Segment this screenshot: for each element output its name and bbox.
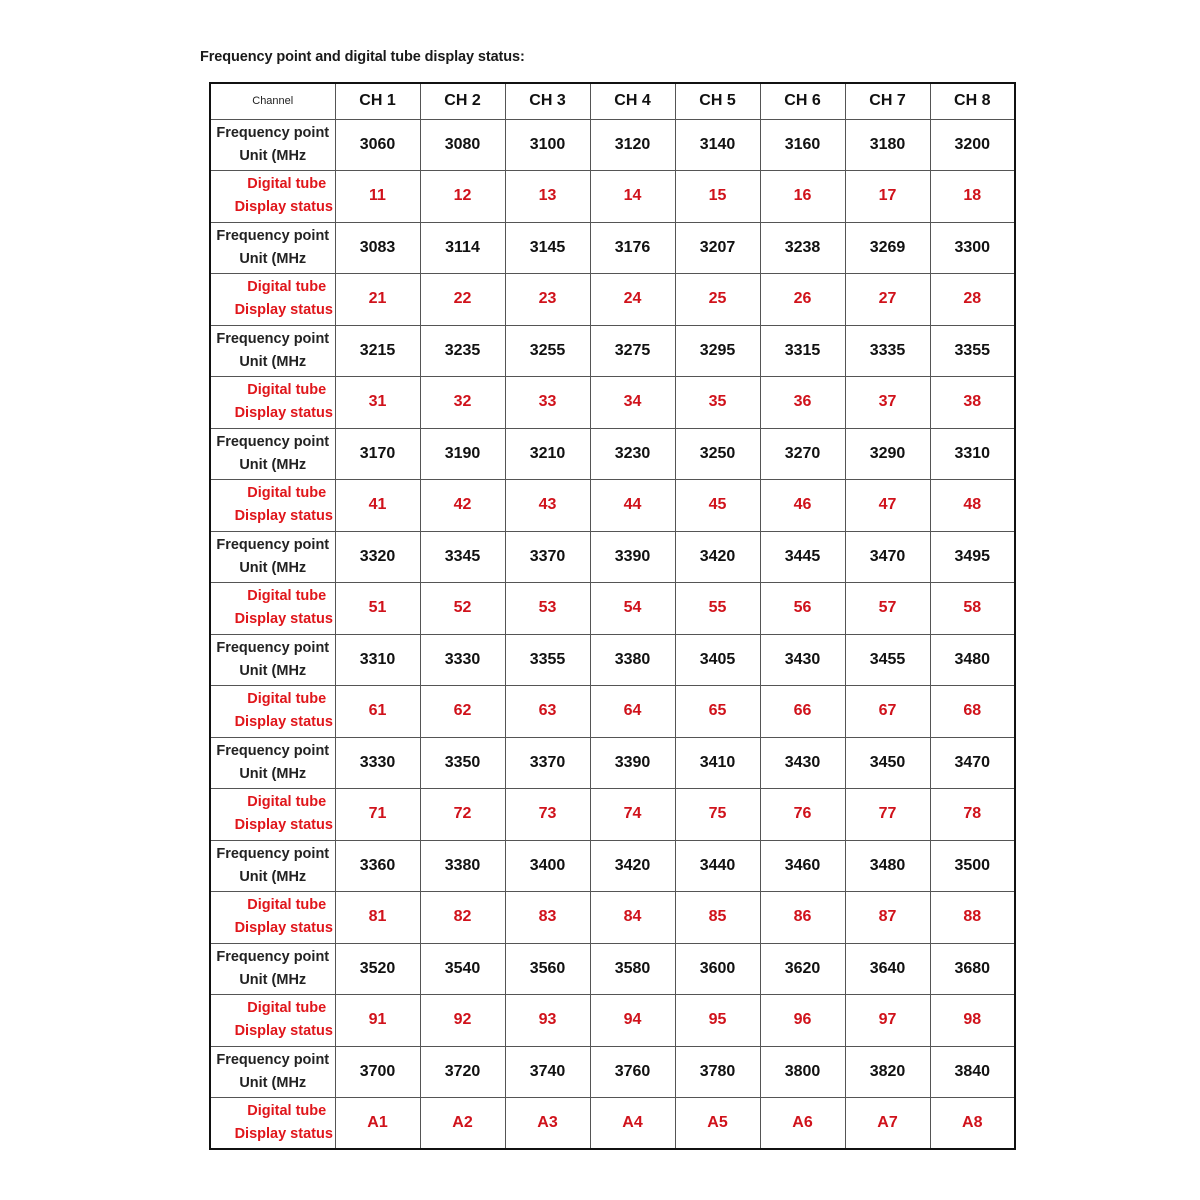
- display-status-label: [210, 376, 335, 428]
- display-status-label-line1: Digital tube: [247, 485, 327, 501]
- display-status-label-line1: Digital tube: [247, 691, 327, 707]
- frequency-cell: 3275: [590, 325, 675, 376]
- header-row: [210, 83, 1015, 119]
- display-status-cell: 82: [420, 891, 505, 943]
- frequency-label-line2: Unit (MHz: [239, 250, 307, 267]
- frequency-label-line2: Unit (MHz: [239, 147, 307, 164]
- display-status-cell: 37: [845, 376, 930, 428]
- frequency-label-line2: Unit (MHz: [239, 765, 307, 782]
- frequency-cell: 3480: [845, 840, 930, 891]
- frequency-cell: 3235: [420, 325, 505, 376]
- frequency-cell: 3060: [335, 119, 420, 170]
- display-status-cell: A3: [505, 1097, 590, 1149]
- frequency-cell: 3480: [930, 634, 1015, 685]
- display-status-cell: 85: [675, 891, 760, 943]
- frequency-cell: 3320: [335, 531, 420, 582]
- frequency-cell: 3315: [760, 325, 845, 376]
- display-status-label-line2: Display status: [234, 714, 333, 730]
- display-status-cell: 88: [930, 891, 1015, 943]
- channel-header-cell: CH 7: [845, 83, 930, 119]
- display-status-label-line2: Display status: [234, 817, 333, 833]
- frequency-cell: 3620: [760, 943, 845, 994]
- display-status-cell: A4: [590, 1097, 675, 1149]
- display-status-cell: 92: [420, 994, 505, 1046]
- display-status-label-line2: Display status: [234, 920, 333, 936]
- frequency-cell: 3238: [760, 222, 845, 273]
- display-status-row: [210, 582, 1015, 634]
- display-status-label-line1: Digital tube: [247, 382, 327, 398]
- display-status-cell: 12: [420, 170, 505, 222]
- display-status-cell: 45: [675, 479, 760, 531]
- table-body: [210, 119, 1015, 1149]
- display-status-label: [210, 170, 335, 222]
- frequency-cell: 3800: [760, 1046, 845, 1097]
- display-status-cell: 71: [335, 788, 420, 840]
- frequency-cell: 3840: [930, 1046, 1015, 1097]
- display-status-label-line1: Digital tube: [247, 279, 327, 295]
- frequency-cell: 3269: [845, 222, 930, 273]
- frequency-cell: 3295: [675, 325, 760, 376]
- frequency-label-line1: Frequency point: [216, 639, 330, 656]
- display-status-cell: 57: [845, 582, 930, 634]
- frequency-label-line1: Frequency point: [216, 124, 330, 141]
- display-status-cell: 22: [420, 273, 505, 325]
- display-status-cell: 16: [760, 170, 845, 222]
- display-status-label-line2: Display status: [234, 199, 333, 215]
- frequency-label-line1: Frequency point: [216, 536, 330, 553]
- frequency-cell: 3520: [335, 943, 420, 994]
- display-status-cell: 36: [760, 376, 845, 428]
- frequency-cell: 3215: [335, 325, 420, 376]
- frequency-cell: 3255: [505, 325, 590, 376]
- frequency-label-line1: Frequency point: [216, 1051, 330, 1068]
- frequency-cell: 3270: [760, 428, 845, 479]
- display-status-cell: 52: [420, 582, 505, 634]
- display-status-cell: 21: [335, 273, 420, 325]
- display-status-cell: 47: [845, 479, 930, 531]
- display-status-cell: 78: [930, 788, 1015, 840]
- frequency-label-line2: Unit (MHz: [239, 971, 307, 988]
- display-status-label-line2: Display status: [234, 1125, 333, 1142]
- frequency-cell: 3600: [675, 943, 760, 994]
- display-status-cell: A8: [930, 1097, 1015, 1149]
- frequency-cell: 3210: [505, 428, 590, 479]
- display-status-cell: 72: [420, 788, 505, 840]
- frequency-cell: 3580: [590, 943, 675, 994]
- frequency-cell: 3560: [505, 943, 590, 994]
- frequency-row: [210, 634, 1015, 685]
- display-status-cell: 46: [760, 479, 845, 531]
- frequency-cell: 3310: [930, 428, 1015, 479]
- display-status-cell: 23: [505, 273, 590, 325]
- display-status-cell: 83: [505, 891, 590, 943]
- frequency-cell: 3176: [590, 222, 675, 273]
- display-status-cell: 95: [675, 994, 760, 1046]
- frequency-cell: 3350: [420, 737, 505, 788]
- frequency-cell: 3380: [590, 634, 675, 685]
- display-status-cell: 81: [335, 891, 420, 943]
- display-status-cell: 73: [505, 788, 590, 840]
- frequency-cell: 3640: [845, 943, 930, 994]
- display-status-cell: 34: [590, 376, 675, 428]
- display-status-cell: 86: [760, 891, 845, 943]
- frequency-label: [210, 428, 335, 479]
- display-status-cell: 15: [675, 170, 760, 222]
- frequency-label: [210, 1046, 335, 1097]
- frequency-row: [210, 943, 1015, 994]
- frequency-cell: 3495: [930, 531, 1015, 582]
- frequency-row: [210, 840, 1015, 891]
- display-status-cell: 38: [930, 376, 1015, 428]
- frequency-cell: 3410: [675, 737, 760, 788]
- frequency-label-line1: Frequency point: [216, 742, 330, 759]
- display-status-cell: 94: [590, 994, 675, 1046]
- display-status-row: [210, 994, 1015, 1046]
- frequency-cell: 3430: [760, 737, 845, 788]
- display-status-cell: 77: [845, 788, 930, 840]
- frequency-cell: 3370: [505, 531, 590, 582]
- frequency-cell: 3330: [420, 634, 505, 685]
- display-status-row: [210, 170, 1015, 222]
- page-title: Frequency point and digital tube display status:: [200, 49, 525, 65]
- display-status-label-line1: Digital tube: [247, 588, 327, 604]
- frequency-cell: 3355: [930, 325, 1015, 376]
- display-status-cell: 68: [930, 685, 1015, 737]
- display-status-row: [210, 273, 1015, 325]
- display-status-cell: 87: [845, 891, 930, 943]
- display-status-label-line2: Display status: [234, 611, 333, 627]
- display-status-cell: 53: [505, 582, 590, 634]
- frequency-row: [210, 222, 1015, 273]
- frequency-cell: 3180: [845, 119, 930, 170]
- frequency-label-line1: Frequency point: [216, 433, 330, 450]
- frequency-label-line1: Frequency point: [216, 948, 330, 965]
- frequency-label-line2: Unit (MHz: [239, 353, 307, 370]
- display-status-label-line1: Digital tube: [247, 1000, 327, 1016]
- display-status-cell: 62: [420, 685, 505, 737]
- frequency-label: [210, 840, 335, 891]
- display-status-cell: 27: [845, 273, 930, 325]
- display-status-label: [210, 788, 335, 840]
- channel-header-cell: CH 5: [675, 83, 760, 119]
- display-status-cell: 42: [420, 479, 505, 531]
- display-status-cell: 96: [760, 994, 845, 1046]
- frequency-cell: 3680: [930, 943, 1015, 994]
- display-status-cell: 11: [335, 170, 420, 222]
- frequency-cell: 3455: [845, 634, 930, 685]
- display-status-cell: 93: [505, 994, 590, 1046]
- frequency-cell: 3450: [845, 737, 930, 788]
- frequency-row: [210, 1046, 1015, 1097]
- display-status-cell: 24: [590, 273, 675, 325]
- frequency-cell: 3430: [760, 634, 845, 685]
- frequency-cell: 3160: [760, 119, 845, 170]
- channel-header-cell: CH 3: [505, 83, 590, 119]
- channel-header-cell: CH 4: [590, 83, 675, 119]
- frequency-cell: 3720: [420, 1046, 505, 1097]
- display-status-cell: 98: [930, 994, 1015, 1046]
- display-status-label-line2: Display status: [234, 405, 333, 421]
- display-status-cell: 33: [505, 376, 590, 428]
- frequency-cell: 3360: [335, 840, 420, 891]
- frequency-cell: 3250: [675, 428, 760, 479]
- display-status-label: [210, 891, 335, 943]
- display-status-cell: 97: [845, 994, 930, 1046]
- display-status-cell: A6: [760, 1097, 845, 1149]
- frequency-cell: 3780: [675, 1046, 760, 1097]
- frequency-cell: 3335: [845, 325, 930, 376]
- display-status-label: [210, 479, 335, 531]
- display-status-label-line1: Digital tube: [247, 897, 327, 913]
- display-status-cell: 31: [335, 376, 420, 428]
- display-status-cell: 76: [760, 788, 845, 840]
- display-status-cell: 26: [760, 273, 845, 325]
- frequency-cell: 3083: [335, 222, 420, 273]
- display-status-cell: 63: [505, 685, 590, 737]
- frequency-cell: 3145: [505, 222, 590, 273]
- frequency-cell: 3290: [845, 428, 930, 479]
- display-status-label: [210, 685, 335, 737]
- frequency-label: [210, 119, 335, 170]
- frequency-cell: 3355: [505, 634, 590, 685]
- display-status-cell: 56: [760, 582, 845, 634]
- frequency-cell: 3345: [420, 531, 505, 582]
- frequency-cell: 3300: [930, 222, 1015, 273]
- channel-header: Channel: [210, 83, 335, 119]
- frequency-cell: 3100: [505, 119, 590, 170]
- frequency-row: [210, 737, 1015, 788]
- frequency-cell: 3500: [930, 840, 1015, 891]
- display-status-cell: 65: [675, 685, 760, 737]
- display-status-cell: 61: [335, 685, 420, 737]
- display-status-cell: A5: [675, 1097, 760, 1149]
- display-status-cell: 51: [335, 582, 420, 634]
- frequency-cell: 3740: [505, 1046, 590, 1097]
- frequency-cell: 3405: [675, 634, 760, 685]
- display-status-cell: 32: [420, 376, 505, 428]
- frequency-label-line1: Frequency point: [216, 845, 330, 862]
- frequency-row: [210, 428, 1015, 479]
- display-status-cell: 54: [590, 582, 675, 634]
- display-status-cell: 75: [675, 788, 760, 840]
- display-status-label-line2: Display status: [234, 508, 333, 524]
- frequency-label-line1: Frequency point: [216, 330, 330, 347]
- display-status-row: [210, 1097, 1015, 1149]
- display-status-row: [210, 479, 1015, 531]
- display-status-cell: 14: [590, 170, 675, 222]
- frequency-cell: 3207: [675, 222, 760, 273]
- display-status-cell: A7: [845, 1097, 930, 1149]
- frequency-cell: 3470: [845, 531, 930, 582]
- frequency-label: [210, 325, 335, 376]
- display-status-label: [210, 1097, 335, 1149]
- frequency-cell: 3120: [590, 119, 675, 170]
- frequency-cell: 3700: [335, 1046, 420, 1097]
- display-status-row: [210, 788, 1015, 840]
- frequency-cell: 3820: [845, 1046, 930, 1097]
- frequency-cell: 3200: [930, 119, 1015, 170]
- frequency-cell: 3390: [590, 531, 675, 582]
- frequency-label: [210, 943, 335, 994]
- frequency-label-line2: Unit (MHz: [239, 662, 307, 679]
- display-status-label: [210, 273, 335, 325]
- display-status-row: [210, 376, 1015, 428]
- frequency-row: [210, 119, 1015, 170]
- display-status-cell: A2: [420, 1097, 505, 1149]
- display-status-cell: 43: [505, 479, 590, 531]
- frequency-cell: 3420: [590, 840, 675, 891]
- frequency-cell: 3114: [420, 222, 505, 273]
- display-status-cell: 91: [335, 994, 420, 1046]
- display-status-cell: A1: [335, 1097, 420, 1149]
- display-status-cell: 64: [590, 685, 675, 737]
- display-status-row: [210, 891, 1015, 943]
- display-status-cell: 66: [760, 685, 845, 737]
- channel-header-cell: CH 1: [335, 83, 420, 119]
- frequency-table: [209, 82, 1016, 1150]
- frequency-cell: 3390: [590, 737, 675, 788]
- frequency-label: [210, 531, 335, 582]
- frequency-cell: 3440: [675, 840, 760, 891]
- frequency-label-line2: Unit (MHz: [239, 1074, 307, 1091]
- frequency-cell: 3380: [420, 840, 505, 891]
- display-status-cell: 41: [335, 479, 420, 531]
- display-status-cell: 13: [505, 170, 590, 222]
- display-status-label: [210, 994, 335, 1046]
- display-status-row: [210, 685, 1015, 737]
- display-status-cell: 25: [675, 273, 760, 325]
- channel-header-cell: CH 8: [930, 83, 1015, 119]
- display-status-cell: 18: [930, 170, 1015, 222]
- display-status-cell: 35: [675, 376, 760, 428]
- display-status-label: [210, 582, 335, 634]
- channel-header-cell: CH 2: [420, 83, 505, 119]
- display-status-cell: 48: [930, 479, 1015, 531]
- frequency-cell: 3310: [335, 634, 420, 685]
- display-status-label-line2: Display status: [234, 1023, 333, 1039]
- display-status-cell: 55: [675, 582, 760, 634]
- display-status-cell: 58: [930, 582, 1015, 634]
- display-status-cell: 28: [930, 273, 1015, 325]
- display-status-cell: 44: [590, 479, 675, 531]
- frequency-label-line2: Unit (MHz: [239, 456, 307, 473]
- display-status-cell: 67: [845, 685, 930, 737]
- frequency-cell: 3080: [420, 119, 505, 170]
- frequency-row: [210, 325, 1015, 376]
- display-status-label-line2: Display status: [234, 302, 333, 318]
- display-status-label-line1: Digital tube: [247, 176, 327, 192]
- frequency-row: [210, 531, 1015, 582]
- frequency-cell: 3470: [930, 737, 1015, 788]
- frequency-cell: 3170: [335, 428, 420, 479]
- frequency-cell: 3445: [760, 531, 845, 582]
- display-status-label-line1: Digital tube: [247, 1102, 327, 1119]
- display-status-cell: 74: [590, 788, 675, 840]
- display-status-cell: 17: [845, 170, 930, 222]
- frequency-cell: 3190: [420, 428, 505, 479]
- frequency-label-line2: Unit (MHz: [239, 559, 307, 576]
- display-status-cell: 84: [590, 891, 675, 943]
- frequency-cell: 3420: [675, 531, 760, 582]
- frequency-cell: 3370: [505, 737, 590, 788]
- frequency-label-line2: Unit (MHz: [239, 868, 307, 885]
- frequency-label: [210, 634, 335, 685]
- frequency-cell: 3230: [590, 428, 675, 479]
- display-status-label-line1: Digital tube: [247, 794, 327, 810]
- frequency-cell: 3330: [335, 737, 420, 788]
- frequency-cell: 3540: [420, 943, 505, 994]
- frequency-cell: 3760: [590, 1046, 675, 1097]
- frequency-cell: 3140: [675, 119, 760, 170]
- frequency-label: [210, 222, 335, 273]
- frequency-cell: 3460: [760, 840, 845, 891]
- frequency-cell: 3400: [505, 840, 590, 891]
- channel-header-cell: CH 6: [760, 83, 845, 119]
- frequency-label: [210, 737, 335, 788]
- frequency-label-line1: Frequency point: [216, 227, 330, 244]
